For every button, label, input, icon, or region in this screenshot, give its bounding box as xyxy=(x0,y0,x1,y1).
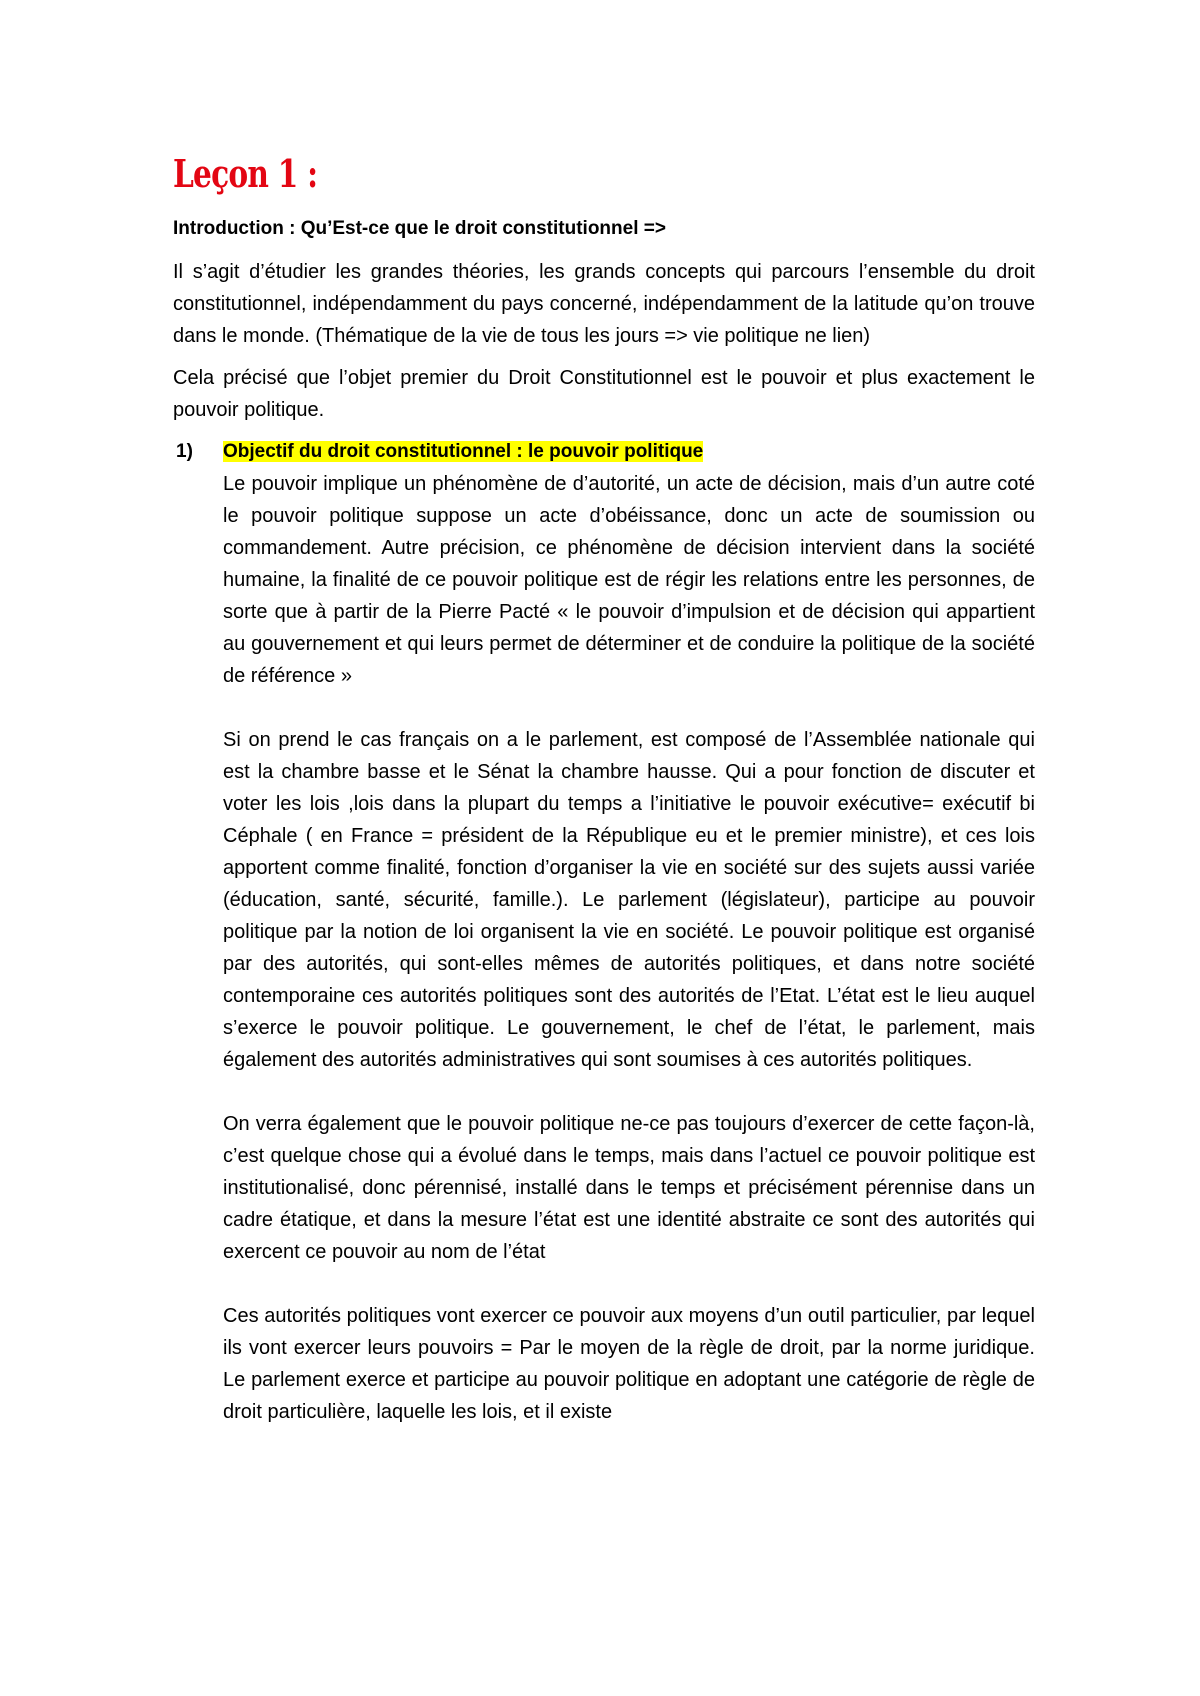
section-paragraph: Ces autorités politiques vont exercer ce pouvoir aux moyens d’un outil particulier, par lequel ils vont exercer leurs pouvoirs = Par le moyen de la règle de droit, par la norme juridique. Le parlement exerce et participe au pouvoir politique en adoptant une catégorie de règle de droit particulière, laquelle les lois, et il existe xyxy=(223,1305,1035,1423)
section-number: 1) xyxy=(176,441,193,462)
section-paragraph: On verra également que le pouvoir politique ne-ce pas toujours d’exercer de cette façon-là, c’est quelque chose qui a évolué dans le temps, mais dans l’actuel ce pouvoir politique est institutionalisé, donc pérennisé, installé dans le temps et précisément pérennise dans un cadre étatique, et dans la mesure l’état est une identité abstraite ce sont des autorités qui exercent ce pouvoir au nom de l’état xyxy=(223,1113,1035,1263)
lesson-title: Leçon 1 : xyxy=(173,151,318,196)
section-paragraph: Le pouvoir implique un phénomène de d’autorité, un acte de décision, mais d’un autre coté le pouvoir politique suppose un acte d’obéissance, donc un acte de soumission ou commandement. Autre précision, ce phénomène de décision intervient dans la société humaine, la finalité de ce pouvoir politique est de régir les relations entre les personnes, de sorte que à partir de la Pierre Pacté « le pouvoir d’impulsion et de décision qui appartient au gouvernement et qui leurs permet de déterminer et de conduire la politique de la société de référence » xyxy=(223,473,1035,687)
paragraph-spacer xyxy=(223,1076,1035,1108)
section-1 xyxy=(176,436,1035,1428)
paragraph-spacer xyxy=(223,1268,1035,1300)
paragraph-spacer xyxy=(223,692,1035,724)
intro-paragraph: Il s’agit d’étudier les grandes théories, les grands concepts qui parcours l’ensemble du droit constitutionnel, indépendamment du pays concerné, indépendamment de la latitude qu’on trouve dans le monde. (Thématique de la vie de tous les jours => vie politique ne lien) xyxy=(173,261,1035,347)
intro-paragraph: Cela précisé que l’objet premier du Droit Constitutionnel est le pouvoir et plus exactement le pouvoir politique. xyxy=(173,367,1035,421)
section-paragraph: Si on prend le cas français on a le parlement, est composé de l’Assemblée nationale qui est la chambre basse et le Sénat la chambre hausse. Qui a pour fonction de discuter et voter les lois ,lois dans la plupart du temps a l’initiative le pouvoir exécutive= exécutif bi Céphale ( en France = président de la République eu et le premier ministre), et ces lois apportent comme finalité, fonction d’organiser la vie en société sur des sujets aussi variée (éducation, santé, sécurité, famille.). Le parlement (législateur), participe au pouvoir politique par la notion de loi organisent la vie en société. Le pouvoir politique est organisé par des autorités, qui sont-elles mêmes de autorités politiques, et dans notre société contemporaine ces autorités politiques sont des autorités de l’Etat. L’état est le lieu auquel s’exerce le pouvoir politique. Le gouvernement, le chef de l’état, le parlement, mais également des autorités administratives qui sont soumises à ces autorités politiques. xyxy=(223,729,1035,1071)
section-title-highlight: Objectif du droit constitutionnel : le pouvoir politique xyxy=(223,441,704,462)
section-title xyxy=(223,436,1035,468)
document-page xyxy=(173,150,1035,1428)
intro-heading: Introduction : Qu’Est-ce que le droit constitutionnel => xyxy=(173,218,666,239)
